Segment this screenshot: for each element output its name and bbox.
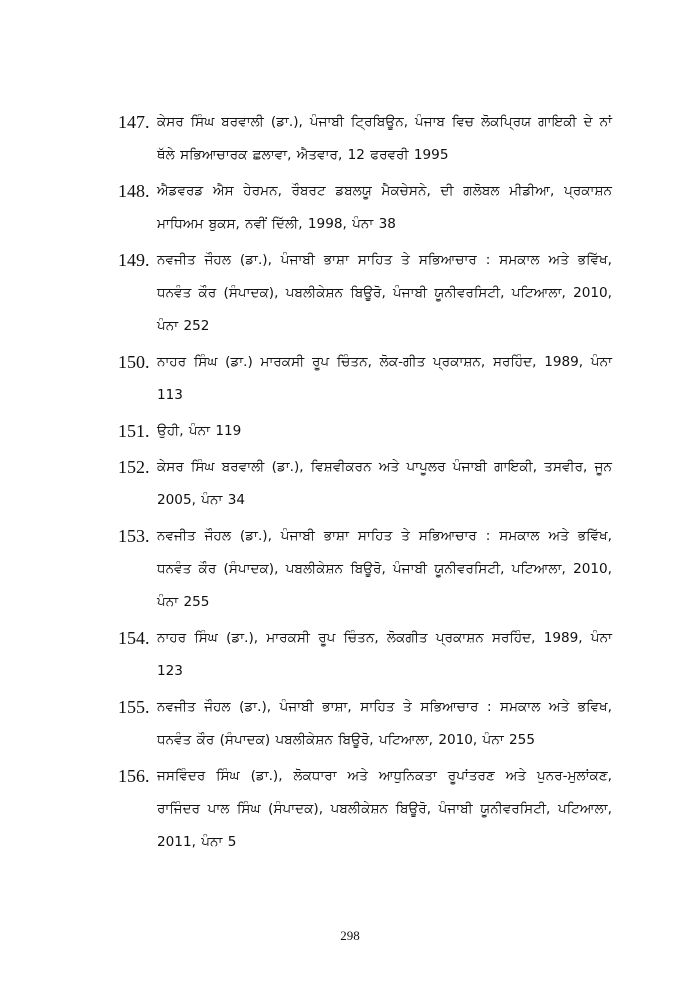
- footnote-text: ਕੇਸਰ ਸਿੰਘ ਬਰਵਾਲੀ (ਡਾ.), ਵਿਸ਼ਵੀਕਰਨ ਅਤੇ ਪਾਪੂਲਰ ਪੰਜਾਬੀ ਗਾਇਕੀ, ਤਸਵੀਰ, ਜੂਨ 2005, ਪੰਨਾ 34: [157, 459, 612, 508]
- footnote-text: ਕੇਸਰ ਸਿੰਘ ਬਰਵਾਲੀ (ਡਾ.), ਪੰਜਾਬੀ ਟ੍ਰਿਬਿਊਨ, ਪੰਜਾਬ ਵਿਚ ਲੋਕਪ੍ਰਿਯ ਗਾਇਕੀ ਦੇ ਨਾਂ ਥੱਲੇ ਸਭਿਆਚਾਰਕ ਛਲਾਵਾ, ਐਤਵਾਰ, 12 ਫਰਵਰੀ 1995: [157, 114, 612, 163]
- footnote-text: ਨਵਜੀਤ ਜੌਹਲ (ਡਾ.), ਪੰਜਾਬੀ ਭਾਸ਼ਾ ਸਾਹਿਤ ਤੇ ਸਭਿਆਚਾਰ : ਸਮਕਾਲ ਅਤੇ ਭਵਿੱਖ, ਧਨਵੰਤ ਕੌਰ (ਸੰਪਾਦਕ), ਪਬਲੀਕੇਸ਼ਨ ਬਿਊਰੋ, ਪੰਜਾਬੀ ਯੂਨੀਵਰਸਿਟੀ, ਪਟਿਆਲਾ, 2010, ਪੰਨਾ 252: [157, 252, 612, 334]
- footnote-number: 153.: [118, 526, 150, 546]
- footnote-item: [118, 760, 612, 859]
- page-number: 298: [340, 928, 360, 943]
- footnote-number: 151.: [118, 421, 150, 441]
- footnote-text: ਜਸਵਿੰਦਰ ਸਿੰਘ (ਡਾ.), ਲੋਕਧਾਰਾ ਅਤੇ ਆਧੁਨਿਕਤਾ ਰੂਪਾਂਤਰਣ ਅਤੇ ਪੁਨਰ-ਮੁਲਾਂਕਣ, ਰਾਜਿੰਦਰ ਪਾਲ ਸਿੰਘ (ਸੰਪਾਦਕ), ਪਬਲੀਕੇਸ਼ਨ ਬਿਊਰੋ, ਪੰਜਾਬੀ ਯੂਨੀਵਰਸਿਟੀ, ਪਟਿਆਲਾ, 2011, ਪੰਨਾ 5: [157, 768, 612, 850]
- footnote-number: 148.: [118, 181, 150, 201]
- footnote-item: [118, 520, 612, 619]
- footnote-item: [118, 691, 612, 757]
- footnote-item: [118, 415, 612, 448]
- footnote-item: [118, 106, 612, 172]
- footnote-text: ਨਾਹਰ ਸਿੰਘ (ਡਾ.) ਮਾਰਕਸੀ ਰੂਪ ਚਿੰਤਨ, ਲੋਕ-ਗੀਤ ਪ੍ਰਕਾਸ਼ਨ, ਸਰਹਿੰਦ, 1989, ਪੰਨਾ 113: [157, 354, 612, 403]
- footnote-number: 149.: [118, 250, 150, 270]
- footnote-item: [118, 244, 612, 343]
- footnote-text: ਨਵਜੀਤ ਜੌਹਲ (ਡਾ.), ਪੰਜਾਬੀ ਭਾਸ਼ਾ ਸਾਹਿਤ ਤੇ ਸਭਿਆਚਾਰ : ਸਮਕਾਲ ਅਤੇ ਭਵਿੱਖ, ਧਨਵੰਤ ਕੌਰ (ਸੰਪਾਦਕ), ਪਬਲੀਕੇਸ਼ਨ ਬਿਊਰੋ, ਪੰਜਾਬੀ ਯੂਨੀਵਰਸਿਟੀ, ਪਟਿਆਲਾ, 2010, ਪੰਨਾ 255: [157, 528, 612, 610]
- footnote-item: [118, 451, 612, 517]
- footnote-number: 156.: [118, 766, 150, 786]
- footnote-number: 150.: [118, 352, 150, 372]
- footnote-list: [118, 106, 612, 862]
- footnote-number: 155.: [118, 697, 150, 717]
- footnote-text: ਨਵਜੀਤ ਜੌਹਲ (ਡਾ.), ਪੰਜਾਬੀ ਭਾਸ਼ਾ, ਸਾਹਿਤ ਤੇ ਸਭਿਆਚਾਰ : ਸਮਕਾਲ ਅਤੇ ਭਵਿਖ, ਧਨਵੰਤ ਕੌਰ (ਸੰਪਾਦਕ) ਪਬਲੀਕੇਸ਼ਨ ਬਿਊਰੋ, ਪਟਿਆਲਾ, 2010, ਪੰਨਾ 255: [157, 699, 612, 748]
- footnote-number: 154.: [118, 628, 150, 648]
- footnote-item: [118, 175, 612, 241]
- footnote-item: [118, 622, 612, 688]
- footnote-item: [118, 346, 612, 412]
- footnote-text: ਨਾਹਰ ਸਿੰਘ (ਡਾ.), ਮਾਰਕਸੀ ਰੂਪ ਚਿੰਤਨ, ਲੋਕਗੀਤ ਪ੍ਰਕਾਸ਼ਨ ਸਰਹਿੰਦ, 1989, ਪੰਨਾ 123: [157, 630, 612, 679]
- footnote-number: 152.: [118, 457, 150, 477]
- footnote-text: ਉਹੀ, ਪੰਨਾ 119: [157, 423, 242, 439]
- footnote-text: ਐਡਵਰਡ ਐਸ ਹੇਰਮਨ, ਰੌਬਰਟ ਡਬਲਯੂ ਮੈਕਚੇਸਨੇ, ਦੀ ਗਲੋਬਲ ਮੀਡੀਆ, ਪ੍ਰਕਾਸ਼ਨ ਮਾਧਿਅਮ ਬੁਕਸ, ਨਵੀਂ ਦਿੱਲੀ, 1998, ਪੰਨਾ 38: [157, 183, 612, 232]
- footnote-number: 147.: [118, 112, 150, 132]
